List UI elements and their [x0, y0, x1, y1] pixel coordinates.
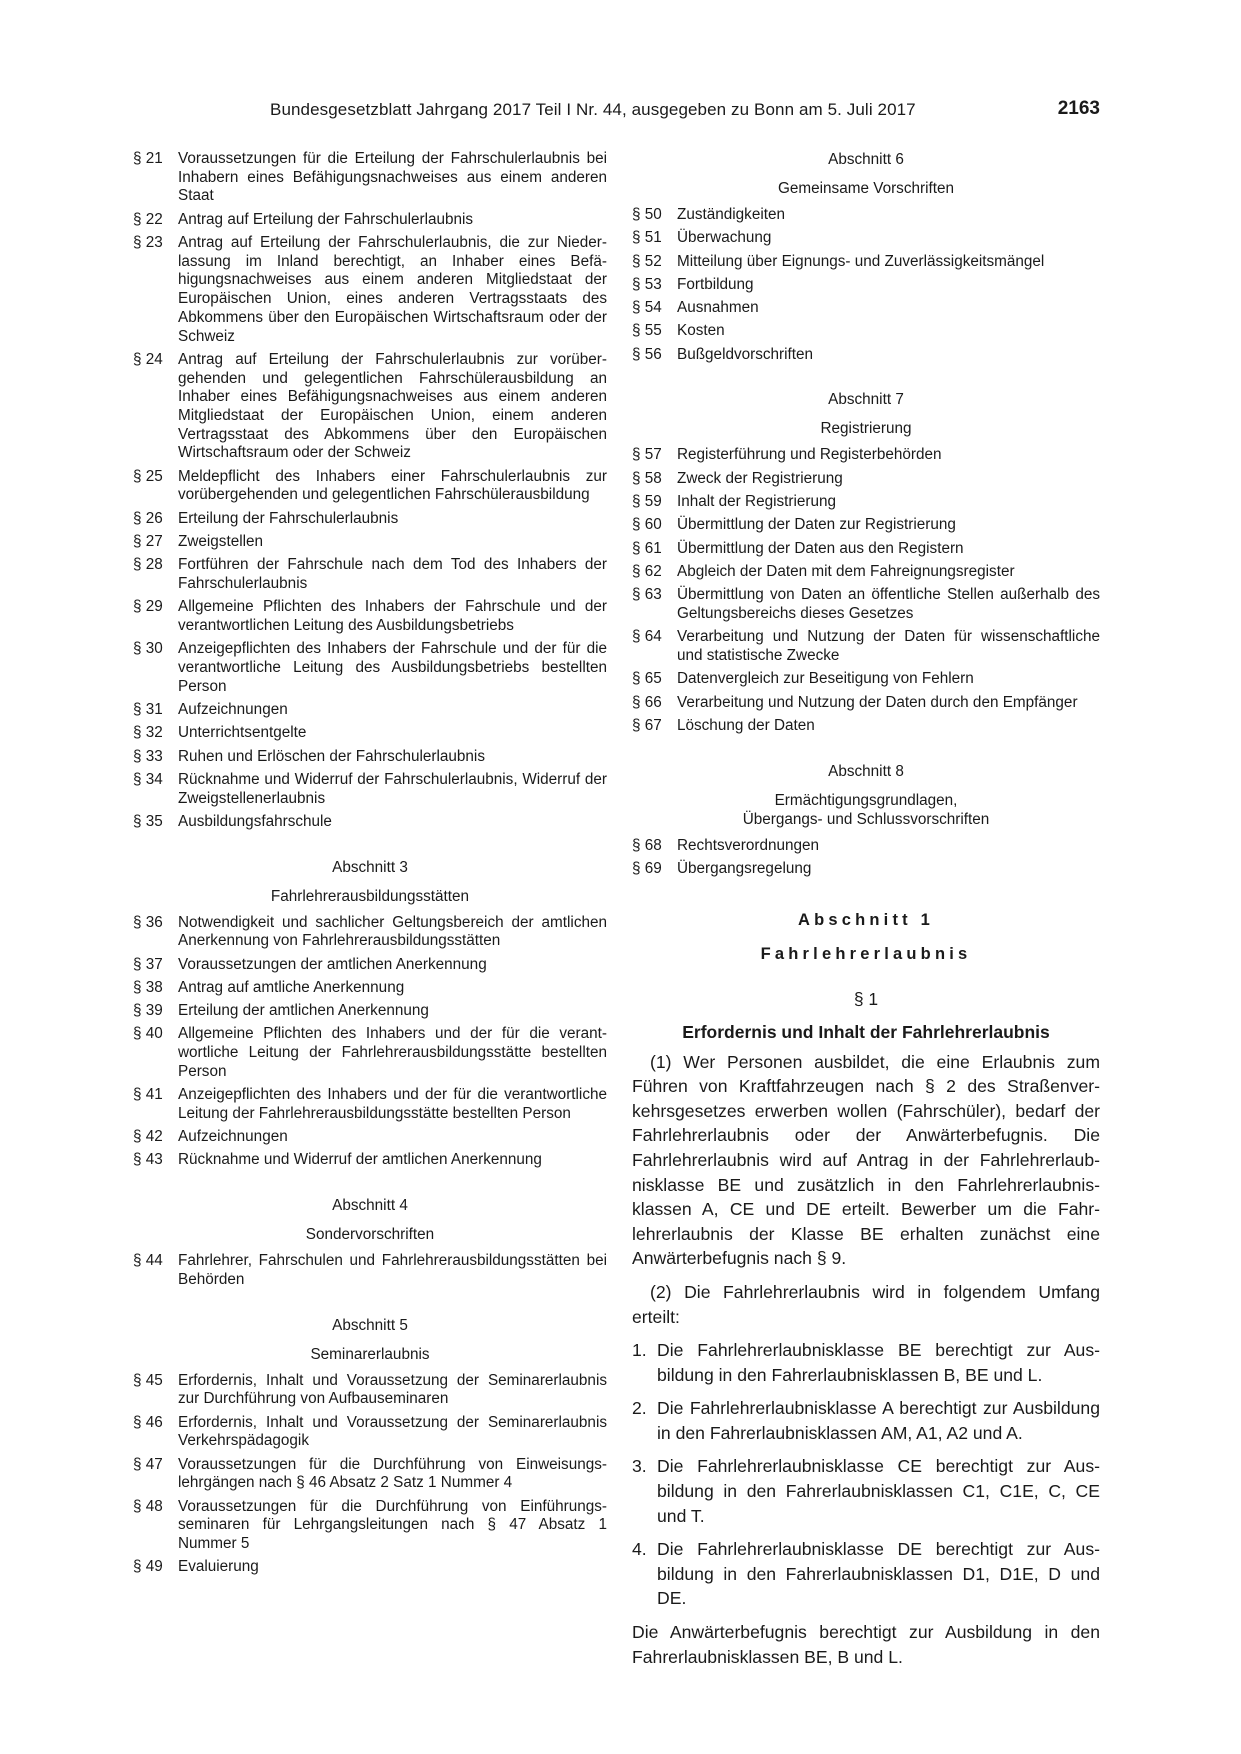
section-title: Registrierung — [820, 420, 912, 438]
toc-entry-title: Evaluierung — [178, 1558, 259, 1576]
section-title: Fahrlehrerausbildungsstätten — [270, 887, 470, 905]
toc-entry — [133, 556, 607, 593]
toc-entry — [133, 1252, 607, 1289]
list-item-number: 1. — [632, 1340, 647, 1361]
toc-list — [133, 1252, 607, 1289]
toc-entry-title: Fortbildung — [677, 275, 754, 293]
toc-entry-number: § 31 — [133, 700, 163, 718]
toc-entry-number: § 34 — [133, 770, 163, 788]
toc-entry-number: § 29 — [133, 598, 163, 616]
section-label: Abschnitt 4 — [332, 1197, 408, 1215]
toc-entry-number: § 66 — [632, 693, 662, 711]
toc-entry-title: Fortführen der Fahrschule nach dem Tod des Inhabers der Fahrschulerlaubnis — [178, 556, 607, 592]
toc-entry — [133, 979, 607, 998]
toc-entry-title: Voraussetzungen der amtlichen Anerkennung — [178, 955, 487, 973]
toc-entry-title: Antrag auf Erteilung der Fahrschulerlaubnis zur vorübergehenden und gelegentlichen Fahrschülerausbildung an Inhaber eines Befähigungsnachweises aus einem anderen Mitgliedstaat der Europäischen Union, einem anderen Vertragsstaat des Abkommens über den Europäischen Wirtschaftsraum oder der Schweiz — [178, 350, 607, 462]
toc-entry-number: § 44 — [133, 1252, 163, 1270]
toc-entry — [632, 670, 1100, 689]
toc-entry — [632, 229, 1100, 248]
section-label: Abschnitt 8 — [828, 762, 904, 780]
toc-entry — [133, 598, 607, 635]
toc-entry-title: Notwendigkeit und sachlicher Geltungsbereich der amtlichen Anerkennung von Fahrlehrerausbildungsstätten — [178, 913, 607, 950]
toc-entry — [632, 446, 1100, 465]
toc-entry — [632, 837, 1100, 856]
toc-entry-title: Allgemeine Pflichten des Inhabers der Fahrschule und der verantwortlichen Leitung des Ausbildungsbetriebs — [178, 598, 607, 634]
toc-entry-title: Bußgeldvorschriften — [677, 345, 814, 363]
toc-entry — [632, 563, 1100, 582]
toc-entry — [133, 1414, 607, 1451]
list-item-number: 2. — [632, 1398, 647, 1419]
toc-entry — [133, 1456, 607, 1493]
section-title: Sondervorschriften — [305, 1226, 435, 1244]
toc-entry — [133, 1151, 607, 1170]
toc-entry-title: Übermittlung der Daten aus den Registern — [677, 539, 964, 557]
toc-entry-number: § 40 — [133, 1025, 163, 1043]
toc-entry-number: § 63 — [632, 586, 662, 604]
running-header — [270, 100, 1100, 124]
toc-list — [133, 1372, 607, 1577]
toc-entry — [133, 234, 607, 346]
toc-entry-title: Voraussetzungen für die Durchführung von Einführungsseminaren für Lehrgangsleitungen nach § 47 Absatz 1 Nummer 5 — [178, 1497, 607, 1552]
toc-entry-title: Anzeigepflichten des Inhabers der Fahrschule und der für die verantwortliche Leitung des Ausbildungsbetriebs bestellten Person — [178, 640, 607, 695]
toc-entry — [133, 1372, 607, 1409]
toc-entry-number: § 55 — [632, 322, 662, 340]
toc-entry-title: Voraussetzungen für die Erteilung der Fahrschulerlaubnis bei Inhabern eines Befähigungsnachweises aus einem anderen Staat — [178, 150, 607, 205]
toc-entry — [133, 748, 607, 767]
toc-entry — [133, 771, 607, 808]
toc-entry-number: § 59 — [632, 493, 662, 511]
left-column — [133, 150, 607, 1582]
list-item-text: Die Fahrlehrerlaubnisklasse DE berechtigt zur Ausbildung in den Fahrerlaubnisklassen D1, D1E, D und DE. — [657, 1539, 1100, 1609]
numbered-list — [632, 1338, 1100, 1611]
toc-list — [632, 446, 1100, 735]
toc-entry-number: § 47 — [133, 1455, 163, 1473]
toc-entry-number: § 56 — [632, 345, 662, 363]
page-number: 2163 — [1057, 98, 1100, 119]
toc-entry-title: Voraussetzungen für die Durchführung von Einweisungslehrgängen nach § 46 Absatz 2 Satz 1 Nummer 4 — [178, 1455, 607, 1492]
section-label: Abschnitt 3 — [332, 858, 408, 876]
toc-entry — [632, 586, 1100, 623]
toc-entry-number: § 24 — [133, 350, 163, 368]
right-column — [632, 150, 1100, 1669]
toc-entry — [133, 1128, 607, 1147]
toc-entry-title: Abgleich der Daten mit dem Fahreignungsregister — [677, 562, 1015, 580]
toc-entry-number: § 36 — [133, 913, 163, 931]
toc-entry-number: § 41 — [133, 1086, 163, 1104]
toc-entry-title: Übermittlung der Daten zur Registrierung — [677, 516, 956, 534]
toc-entry-title: Mitteilung über Eignungs- und Zuverlässigkeitsmängel — [677, 252, 1045, 270]
toc-entry — [632, 322, 1100, 341]
toc-entry-number: § 52 — [632, 252, 662, 270]
toc-entry-title: Antrag auf Erteilung der Fahrschulerlaubnis — [178, 210, 474, 228]
toc-entry-number: § 26 — [133, 509, 163, 527]
toc-entry — [133, 1558, 607, 1577]
toc-entry-title: Erfordernis, Inhalt und Voraussetzung der Seminarerlaubnis Verkehrspädagogik — [178, 1413, 607, 1450]
toc-entry-title: Unterrichtsentgelte — [178, 724, 307, 742]
toc-entry-number: § 57 — [632, 446, 662, 464]
toc-entry-number: § 45 — [133, 1371, 163, 1389]
toc-entry-title: Erfordernis, Inhalt und Voraussetzung der Seminarerlaubnis zur Durchführung von Aufbauseminaren — [178, 1371, 607, 1408]
toc-entry-number: § 67 — [632, 716, 662, 734]
toc-entry-number: § 62 — [632, 562, 662, 580]
toc-entry — [133, 150, 607, 206]
toc-entry-number: § 58 — [632, 469, 662, 487]
toc-entry — [133, 1086, 607, 1123]
toc-entry-title: Löschung der Daten — [677, 716, 815, 734]
toc-entry-number: § 28 — [133, 556, 163, 574]
toc-entry-number: § 53 — [632, 275, 662, 293]
list-item-text: Die Fahrlehrerlaubnisklasse A berechtigt zur Ausbildung in den Fahrerlaubnisklassen AM, A1, A2 und A. — [657, 1398, 1100, 1443]
paragraph-sign: § 1 — [853, 988, 879, 1009]
toc-entry-title: Rechtsverordnungen — [677, 836, 820, 854]
section-title: Gemeinsame Vorschriften — [778, 180, 954, 197]
toc-entry-number: § 30 — [133, 640, 163, 658]
toc-entry-number: § 60 — [632, 516, 662, 534]
section-title: Übergangs- und Schlussvorschriften — [742, 810, 990, 828]
toc-entry — [133, 1498, 607, 1554]
toc-entry — [133, 1025, 607, 1081]
toc-entry — [632, 299, 1100, 318]
toc-entry-title: Ruhen und Erlöschen der Fahrschulerlaubnis — [178, 747, 485, 765]
toc-entry — [133, 813, 607, 832]
toc-entry — [133, 510, 607, 529]
toc-list — [133, 914, 607, 1171]
toc-entry-title: Erteilung der Fahrschulerlaubnis — [178, 509, 399, 527]
toc-entry-number: § 48 — [133, 1497, 163, 1515]
toc-entry-number: § 33 — [133, 747, 163, 765]
toc-entry-number: § 49 — [133, 1558, 163, 1576]
section-label: Abschnitt 5 — [332, 1316, 408, 1334]
toc-entry-title: Fahrlehrer, Fahrschulen und Fahrlehrerausbildungsstätten bei Behörden — [178, 1252, 607, 1288]
toc-entry-number: § 38 — [133, 978, 163, 996]
toc-entry-title: Registerführung und Registerbehörden — [677, 446, 942, 464]
toc-entry — [133, 1002, 607, 1021]
toc-entry-title: Zuständigkeiten — [677, 206, 785, 223]
toc-entry-title: Rücknahme und Widerruf der Fahrschulerlaubnis, Widerruf der Zweigstellenerlaubnis — [178, 770, 607, 807]
toc-entry-number: § 22 — [133, 210, 163, 228]
list-item — [632, 1338, 1100, 1387]
toc-entry-number: § 21 — [133, 150, 163, 167]
toc-entry-title: Meldepflicht des Inhabers einer Fahrschulerlaubnis zur vorübergehenden und gelegentlichen Fahrschülerausbildung — [178, 467, 607, 504]
toc-entry — [632, 628, 1100, 665]
list-item — [632, 1396, 1100, 1445]
section-title: Seminarerlaubnis — [310, 1345, 430, 1363]
toc-entry-number: § 68 — [632, 836, 662, 854]
list-item-number: 4. — [632, 1539, 647, 1560]
chapter-label: Abschnitt 1 — [797, 910, 935, 929]
toc-entry-number: § 61 — [632, 539, 662, 557]
toc-list — [133, 150, 607, 832]
toc-entry-number: § 23 — [133, 234, 163, 251]
toc-entry-number: § 32 — [133, 724, 163, 742]
toc-entry-number: § 42 — [133, 1128, 163, 1146]
toc-entry-title: Kosten — [677, 322, 725, 340]
toc-entry-number: § 25 — [133, 467, 163, 485]
toc-entry-number: § 50 — [632, 206, 662, 223]
toc-entry-title: Rücknahme und Widerruf der amtlichen Anerkennung — [178, 1151, 542, 1169]
list-item-text: Die Fahrlehrerlaubnisklasse BE berechtigt zur Ausbildung in den Fahrerlaubnisklassen B, BE und L. — [657, 1340, 1100, 1385]
list-item — [632, 1537, 1100, 1611]
toc-entry — [632, 206, 1100, 225]
toc-entry-title: Aufzeichnungen — [178, 1128, 288, 1146]
toc-entry — [632, 493, 1100, 512]
toc-entry-title: Verarbeitung und Nutzung der Daten für wissenschaftliche und statistische Zwecke — [677, 628, 1100, 664]
toc-entry — [133, 956, 607, 975]
closing-sentence: Die Anwärterbefugnis berechtigt zur Ausbildung in den Fahrerlaubnisklassen BE, B und L. — [632, 1622, 1100, 1667]
toc-entry-title: Übergangsregelung — [677, 859, 812, 877]
toc-entry-number: § 39 — [133, 1002, 163, 1020]
toc-entry-title: Antrag auf amtliche Anerkennung — [178, 978, 405, 996]
section-label: Abschnitt 6 — [828, 151, 904, 168]
toc-entry — [133, 640, 607, 696]
toc-entry — [133, 468, 607, 505]
list-item-number: 3. — [632, 1456, 647, 1477]
toc-list — [632, 837, 1100, 879]
toc-entry — [632, 540, 1100, 559]
paragraph-title: Erfordernis und Inhalt der Fahrlehrerlaubnis — [682, 1021, 1050, 1042]
toc-entry-title: Antrag auf Erteilung der Fahrschulerlaubnis, die zur Niederlassung im Inland berechtigt, an Inhaber eines Befähigungsnachweises aus einem anderen Mitgliedstaat der Europäischen Union, eines anderen Vertragsstaats des Abkommens über den Europäischen Wirtschaftsraum oder der Schweiz — [178, 234, 607, 345]
absatz-2: (2) Die Fahrlehrerlaubnis wird in folgendem Umfang erteilt: — [632, 1281, 1100, 1327]
toc-entry-title: Ausnahmen — [677, 299, 759, 317]
toc-entry — [632, 516, 1100, 535]
toc-entry-title: Aufzeichnungen — [178, 700, 288, 718]
toc-entry-title: Verarbeitung und Nutzung der Daten durch den Empfänger — [677, 693, 1078, 711]
section-title: Ermächtigungsgrundlagen, — [774, 791, 958, 809]
toc-entry-number: § 69 — [632, 859, 662, 877]
toc-entry-title: Zweck der Registrierung — [677, 469, 843, 487]
toc-entry-number: § 51 — [632, 229, 662, 247]
toc-entry — [632, 694, 1100, 713]
list-item-text: Die Fahrlehrerlaubnisklasse CE berechtigt zur Ausbildung in den Fahrerlaubnisklassen C1, C1E, C, CE und T. — [657, 1456, 1100, 1526]
toc-entry-number: § 46 — [133, 1413, 163, 1431]
section-label: Abschnitt 7 — [828, 391, 904, 409]
toc-entry — [632, 717, 1100, 736]
toc-entry — [133, 701, 607, 720]
toc-entry-title: Zweigstellen — [178, 532, 264, 550]
toc-entry — [632, 470, 1100, 489]
toc-list — [632, 206, 1100, 364]
toc-entry — [632, 253, 1100, 272]
toc-entry-title: Überwachung — [677, 229, 772, 247]
toc-entry-title: Anzeigepflichten des Inhabers und der für die verantwortliche Leitung der Fahrlehrerausbildungsstätte bestellten Person — [178, 1086, 607, 1122]
toc-entry-number: § 43 — [133, 1151, 163, 1169]
toc-entry — [632, 276, 1100, 295]
toc-entry — [133, 914, 607, 951]
toc-entry-number: § 65 — [632, 670, 662, 688]
toc-entry — [133, 724, 607, 743]
toc-entry-title: Allgemeine Pflichten des Inhabers und der für die verantwortliche Leitung der Fahrlehrerausbildungsstätte bestellten Person — [178, 1025, 607, 1080]
toc-entry-title: Erteilung der amtlichen Anerkennung — [178, 1002, 429, 1020]
toc-entry-number: § 64 — [632, 628, 662, 646]
toc-entry — [133, 533, 607, 552]
toc-entry — [632, 860, 1100, 879]
toc-entry — [133, 351, 607, 463]
absatz-1: (1) Wer Personen ausbildet, die eine Erlaubnis zum Führen von Kraftfahrzeugen nach § 2 des Straßenverkehrsgesetzes erwerben wollen (Fahrschüler), bedarf der Fahrlehrerlaubnis oder der Anwärterbefugnis. Die Fahrlehrerlaubnis wird auf Antrag in der Fahrlehrerlaubnisklasse BE und zusätzlich in den Fahrlehrerlaubnisklassen A, CE und DE erteilt. Bewerber um die Fahrlehrerlaubnis der Klasse BE erhalten zunächst eine Anwärterbefugnis nach § 9. — [632, 1051, 1100, 1269]
toc-entry-title: Inhalt der Registrierung — [677, 493, 837, 511]
toc-entry-number: § 37 — [133, 955, 163, 973]
list-item — [632, 1454, 1100, 1528]
toc-entry — [133, 211, 607, 230]
chapter-title: Fahrlehrerlaubnis — [760, 944, 972, 963]
toc-entry-title: Ausbildungsfahrschule — [178, 812, 332, 830]
running-title: Bundesgesetzblatt Jahrgang 2017 Teil I Nr. 44, ausgegeben zu Bonn am 5. Juli 2017 — [270, 100, 916, 119]
toc-entry-number: § 27 — [133, 532, 163, 550]
toc-entry-title: Datenvergleich zur Beseitigung von Fehlern — [677, 670, 974, 688]
toc-entry-title: Übermittlung von Daten an öffentliche Stellen außerhalb des Geltungsbereichs dieses Gesetzes — [677, 586, 1100, 622]
toc-entry-number: § 54 — [632, 299, 662, 317]
toc-entry-number: § 35 — [133, 812, 163, 830]
toc-entry — [632, 346, 1100, 365]
